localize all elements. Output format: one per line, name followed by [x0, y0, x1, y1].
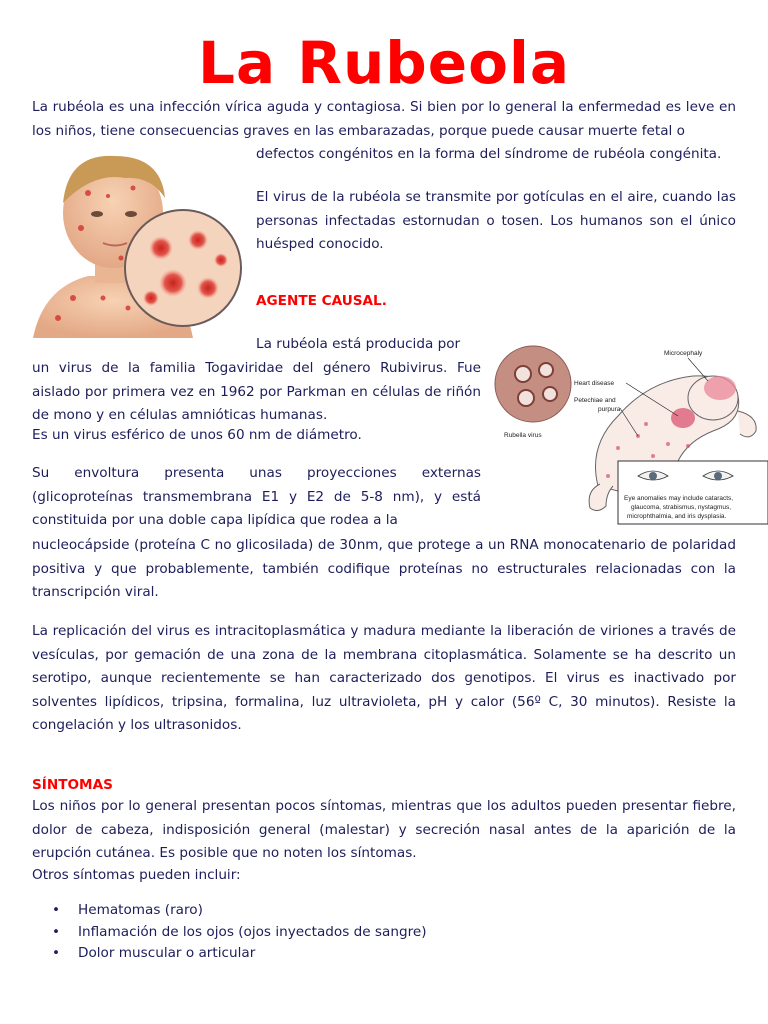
agente-paragraph-2: Es un virus esférico de unos 60 nm de diámetro.: [32, 427, 362, 443]
rubella-virus-label: Rubella virus: [504, 432, 542, 439]
page-title: La Rubeola: [198, 29, 570, 97]
list-item-label: Hematomas (raro): [78, 902, 203, 918]
congenital-rubella-diagram: [488, 336, 768, 528]
agente-paragraph-1: un virus de la familia Togaviridae del género Rubivirus. Fue aislado por primera vez en 1962 por Parkman en células de riñón de mono y en células amnióticas humanas.: [32, 360, 481, 424]
symptom-list: [32, 900, 732, 965]
microcephaly-label: Microcephaly: [664, 350, 703, 357]
list-item-label: Dolor muscular o articular: [78, 945, 256, 961]
list-item: [32, 943, 732, 965]
child-rash-illustration: [33, 148, 245, 338]
sintomas-paragraph-2: Otros síntomas pueden incluir:: [32, 867, 241, 883]
intro-paragraph-1: La rubéola es una infección vírica aguda y contagiosa. Si bien por lo general la enfermedad es leve en los niños, tiene consecuencias graves en las embarazadas, porque puede causar muerte fetal o: [32, 99, 736, 139]
eye-anomalies-line2: glaucoma, strabismus, nystagmus,: [631, 504, 732, 511]
list-item: [32, 900, 732, 922]
list-item: [32, 922, 732, 944]
agente-paragraph-1-first-line: La rubéola está producida por: [256, 336, 461, 352]
agente-paragraph-4: La replicación del virus es intracitoplasmática y madura mediante la liberación de viriones a través de vesículas, por gemación de una zona de la membrana citoplasmática. Solamente se ha descrito un serotipo, aunque recientemente se han caracterizado dos genotipos. El virus es inactivado por solventes lipídicos, tripsina, formalina, luz ultravioleta, pH y calor (56º C, 30 minutos). Resiste la congelación y los ultrasonidos.: [32, 623, 736, 734]
intro-paragraph-1-continued: defectos congénitos en la forma del síndrome de rubéola congénita.: [256, 146, 722, 162]
agente-paragraph-3-wide: nucleocápside (proteína C no glicosilada) de 30nm, que protege a un RNA monocatenario de polaridad positiva y que probablemente, también codifique proteínas no estructurales relacionadas con la transcripción viral.: [32, 537, 736, 601]
petechiae-label-line1: Petechiae and: [574, 397, 616, 404]
agente-causal-heading: AGENTE CAUSAL.: [256, 293, 387, 309]
sintomas-heading: SÍNTOMAS: [32, 777, 113, 793]
eye-anomalies-line3: microphthalmia, and iris dysplasia.: [627, 513, 727, 520]
bullet-icon: •: [52, 923, 61, 940]
bullet-icon: •: [52, 902, 61, 918]
heart-disease-label: Heart disease: [574, 380, 615, 387]
list-item-label: Inflamación de los ojos (ojos inyectados de sangre): [78, 923, 427, 940]
intro-paragraph-2: El virus de la rubéola se transmite por gotículas en el aire, cuando las personas infectadas estornudan o tosen. Los humanos son el único huésped conocido.: [256, 189, 736, 253]
eye-anomalies-line1: Eye anomalies may include cataracts,: [624, 495, 734, 502]
sintomas-paragraph-1: Los niños por lo general presentan pocos síntomas, mientras que los adultos pueden presentar fiebre, dolor de cabeza, indisposición general (malestar) y secreción nasal antes de la aparición de la erupción cutánea. Es posible que no noten los síntomas.: [32, 798, 736, 862]
bullet-icon: •: [52, 945, 61, 961]
petechiae-label-line2: purpura: [598, 406, 621, 413]
agente-paragraph-3-narrow: Su envoltura presenta unas proyecciones externas (glicoproteínas transmembrana E1 y E2 de 5-8 nm), y está constituida por una doble capa lipídica que rodea a la: [32, 465, 481, 529]
